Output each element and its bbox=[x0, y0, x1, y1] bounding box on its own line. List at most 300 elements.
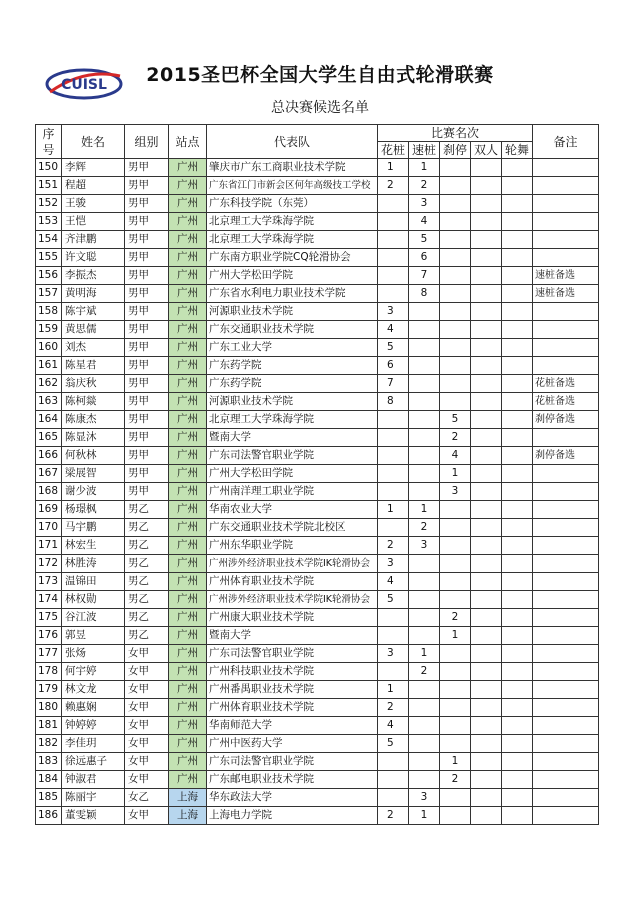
note-cell bbox=[533, 159, 599, 177]
table-row bbox=[36, 537, 599, 555]
rank-cell bbox=[440, 285, 471, 303]
rank-cell bbox=[409, 753, 440, 771]
row-number: 154 bbox=[36, 231, 62, 249]
rank-cell bbox=[502, 501, 533, 519]
row-number: 166 bbox=[36, 447, 62, 465]
rank-cell: 4 bbox=[378, 717, 409, 735]
group-cell: 男乙 bbox=[125, 573, 169, 591]
table-row bbox=[36, 195, 599, 213]
rank-cell bbox=[471, 501, 502, 519]
rank-cell bbox=[502, 177, 533, 195]
note-cell bbox=[533, 645, 599, 663]
col-note-header: 备注 bbox=[533, 125, 599, 159]
rank-cell bbox=[471, 609, 502, 627]
station-cell: 广州 bbox=[169, 357, 207, 375]
station-cell: 广州 bbox=[169, 627, 207, 645]
rank-cell bbox=[409, 429, 440, 447]
athlete-name: 齐津鹏 bbox=[62, 231, 125, 249]
rank-cell: 2 bbox=[440, 609, 471, 627]
row-number: 176 bbox=[36, 627, 62, 645]
table-row bbox=[36, 753, 599, 771]
group-cell: 女甲 bbox=[125, 681, 169, 699]
row-number: 165 bbox=[36, 429, 62, 447]
rank-cell bbox=[440, 663, 471, 681]
rank-cell bbox=[409, 447, 440, 465]
rank-cell: 2 bbox=[409, 663, 440, 681]
rank-cell bbox=[471, 159, 502, 177]
note-cell bbox=[533, 591, 599, 609]
group-cell: 男甲 bbox=[125, 303, 169, 321]
rank-cell bbox=[409, 609, 440, 627]
rank-cell bbox=[471, 627, 502, 645]
rank-cell: 5 bbox=[378, 339, 409, 357]
rank-cell bbox=[471, 519, 502, 537]
rank-cell bbox=[502, 213, 533, 231]
rank-cell bbox=[440, 537, 471, 555]
rank-cell bbox=[502, 303, 533, 321]
rank-cell bbox=[471, 663, 502, 681]
rank-cell bbox=[471, 321, 502, 339]
rank-cell bbox=[502, 447, 533, 465]
rank-cell bbox=[502, 321, 533, 339]
athlete-name: 杨璟枫 bbox=[62, 501, 125, 519]
rank-cell: 4 bbox=[378, 321, 409, 339]
table-row bbox=[36, 807, 599, 825]
rank-cell bbox=[440, 267, 471, 285]
rank-cell bbox=[409, 321, 440, 339]
station-cell: 广州 bbox=[169, 339, 207, 357]
rank-cell bbox=[378, 429, 409, 447]
team-cell: 广东省江门市新会区何年高级技工学校 bbox=[207, 177, 378, 195]
table-row bbox=[36, 609, 599, 627]
table-row bbox=[36, 411, 599, 429]
rank-cell bbox=[409, 627, 440, 645]
rank-cell bbox=[440, 717, 471, 735]
athlete-name: 郭昱 bbox=[62, 627, 125, 645]
group-cell: 男甲 bbox=[125, 231, 169, 249]
rank-cell bbox=[502, 573, 533, 591]
rank-cell bbox=[409, 411, 440, 429]
table-row bbox=[36, 519, 599, 537]
station-cell: 广州 bbox=[169, 699, 207, 717]
rank-cell bbox=[440, 303, 471, 321]
rank-cell bbox=[471, 303, 502, 321]
rank-cell bbox=[378, 213, 409, 231]
col-group-header: 组别 bbox=[125, 125, 169, 159]
table-row bbox=[36, 735, 599, 753]
athlete-name: 陈康杰 bbox=[62, 411, 125, 429]
rank-cell bbox=[378, 267, 409, 285]
note-cell bbox=[533, 663, 599, 681]
group-cell: 男甲 bbox=[125, 285, 169, 303]
group-cell: 女甲 bbox=[125, 735, 169, 753]
rank-cell bbox=[502, 375, 533, 393]
row-number: 180 bbox=[36, 699, 62, 717]
rank-cell: 4 bbox=[378, 573, 409, 591]
table-row bbox=[36, 213, 599, 231]
rank-cell: 3 bbox=[409, 195, 440, 213]
rank-cell bbox=[440, 699, 471, 717]
rank-cell bbox=[378, 447, 409, 465]
table-row bbox=[36, 627, 599, 645]
station-cell: 广州 bbox=[169, 591, 207, 609]
team-cell: 华东政法大学 bbox=[207, 789, 378, 807]
rank-cell bbox=[440, 231, 471, 249]
note-cell bbox=[533, 807, 599, 825]
group-cell: 男甲 bbox=[125, 483, 169, 501]
team-cell: 广州科技职业技术学院 bbox=[207, 663, 378, 681]
table-row bbox=[36, 393, 599, 411]
note-cell bbox=[533, 195, 599, 213]
team-cell: 广州大学松田学院 bbox=[207, 267, 378, 285]
row-number: 186 bbox=[36, 807, 62, 825]
rank-cell: 2 bbox=[440, 429, 471, 447]
table-row bbox=[36, 555, 599, 573]
page-title: 2015圣巴杯全国大学生自由式轮滑联赛 bbox=[146, 64, 494, 86]
row-number: 150 bbox=[36, 159, 62, 177]
rank-cell bbox=[440, 789, 471, 807]
station-cell: 广州 bbox=[169, 609, 207, 627]
athlete-name: 张炀 bbox=[62, 645, 125, 663]
row-number: 152 bbox=[36, 195, 62, 213]
col-name-header: 姓名 bbox=[62, 125, 125, 159]
rank-cell: 5 bbox=[440, 411, 471, 429]
athlete-name: 林胜涛 bbox=[62, 555, 125, 573]
station-cell: 广州 bbox=[169, 483, 207, 501]
table-row bbox=[36, 339, 599, 357]
rank-cell bbox=[502, 267, 533, 285]
athlete-name: 林文龙 bbox=[62, 681, 125, 699]
rank-cell bbox=[440, 681, 471, 699]
group-cell: 男甲 bbox=[125, 321, 169, 339]
rank-cell bbox=[378, 663, 409, 681]
rank-cell: 1 bbox=[440, 627, 471, 645]
rank-cell bbox=[471, 771, 502, 789]
row-number: 177 bbox=[36, 645, 62, 663]
station-cell: 广州 bbox=[169, 681, 207, 699]
row-number: 181 bbox=[36, 717, 62, 735]
rank-cell bbox=[471, 195, 502, 213]
rank-cell bbox=[471, 717, 502, 735]
station-cell: 广州 bbox=[169, 555, 207, 573]
athlete-name: 许文聪 bbox=[62, 249, 125, 267]
note-cell bbox=[533, 789, 599, 807]
rank-cell: 4 bbox=[409, 213, 440, 231]
team-cell: 广州体育职业技术学院 bbox=[207, 573, 378, 591]
table-row bbox=[36, 591, 599, 609]
athlete-name: 徐远惠子 bbox=[62, 753, 125, 771]
station-cell: 广州 bbox=[169, 195, 207, 213]
rank-cell: 3 bbox=[378, 555, 409, 573]
rank-cell bbox=[409, 303, 440, 321]
rank-cell bbox=[378, 195, 409, 213]
rank-cell bbox=[409, 465, 440, 483]
rank-cell bbox=[378, 483, 409, 501]
note-cell bbox=[533, 321, 599, 339]
rank-cell bbox=[502, 465, 533, 483]
rank-cell bbox=[409, 339, 440, 357]
rank-cell: 3 bbox=[378, 645, 409, 663]
note-cell bbox=[533, 609, 599, 627]
table-row bbox=[36, 789, 599, 807]
group-cell: 男甲 bbox=[125, 213, 169, 231]
rank-cell bbox=[378, 789, 409, 807]
rank-cell: 2 bbox=[378, 537, 409, 555]
team-cell: 广州中医药大学 bbox=[207, 735, 378, 753]
col-event-dance: 轮舞 bbox=[502, 142, 533, 159]
athlete-name: 黄明海 bbox=[62, 285, 125, 303]
rank-cell: 2 bbox=[409, 519, 440, 537]
rank-cell bbox=[409, 555, 440, 573]
table-row bbox=[36, 177, 599, 195]
athlete-name: 林权勋 bbox=[62, 591, 125, 609]
station-cell: 广州 bbox=[169, 321, 207, 339]
rank-cell bbox=[502, 789, 533, 807]
group-cell: 男甲 bbox=[125, 393, 169, 411]
rank-cell bbox=[378, 411, 409, 429]
group-cell: 男甲 bbox=[125, 195, 169, 213]
row-number: 174 bbox=[36, 591, 62, 609]
team-cell: 广州涉外经济职业技术学院IK轮滑协会 bbox=[207, 591, 378, 609]
row-number: 184 bbox=[36, 771, 62, 789]
rank-cell bbox=[471, 681, 502, 699]
table-row bbox=[36, 375, 599, 393]
athlete-name: 王恺 bbox=[62, 213, 125, 231]
table-row bbox=[36, 465, 599, 483]
station-cell: 广州 bbox=[169, 285, 207, 303]
station-cell: 广州 bbox=[169, 447, 207, 465]
rank-cell: 3 bbox=[440, 483, 471, 501]
group-cell: 男甲 bbox=[125, 177, 169, 195]
rank-cell bbox=[471, 789, 502, 807]
table-row bbox=[36, 249, 599, 267]
rank-cell bbox=[471, 357, 502, 375]
row-number: 168 bbox=[36, 483, 62, 501]
team-cell: 广州涉外经济职业技术学院IK轮滑协会 bbox=[207, 555, 378, 573]
row-number: 182 bbox=[36, 735, 62, 753]
group-cell: 女甲 bbox=[125, 753, 169, 771]
note-cell bbox=[533, 501, 599, 519]
rank-cell bbox=[440, 573, 471, 591]
row-number: 163 bbox=[36, 393, 62, 411]
row-number: 170 bbox=[36, 519, 62, 537]
team-cell: 广东药学院 bbox=[207, 375, 378, 393]
rank-cell bbox=[471, 573, 502, 591]
rank-cell bbox=[440, 591, 471, 609]
team-cell: 广东科技学院（东莞） bbox=[207, 195, 378, 213]
athlete-name: 李佳玥 bbox=[62, 735, 125, 753]
group-cell: 男甲 bbox=[125, 465, 169, 483]
rank-cell: 1 bbox=[409, 807, 440, 825]
col-event-flower: 花桩 bbox=[378, 142, 409, 159]
rank-cell: 8 bbox=[409, 285, 440, 303]
rank-cell: 5 bbox=[378, 735, 409, 753]
note-cell bbox=[533, 357, 599, 375]
page-subtitle: 总决赛候选名单 bbox=[271, 100, 369, 116]
rank-cell bbox=[440, 339, 471, 357]
athlete-name: 陈丽宇 bbox=[62, 789, 125, 807]
row-number: 155 bbox=[36, 249, 62, 267]
rank-cell: 2 bbox=[440, 771, 471, 789]
station-cell: 广州 bbox=[169, 375, 207, 393]
group-cell: 男乙 bbox=[125, 555, 169, 573]
col-events-header: 比赛名次 bbox=[378, 125, 533, 142]
rank-cell bbox=[471, 699, 502, 717]
athlete-name: 王骏 bbox=[62, 195, 125, 213]
table-body bbox=[36, 159, 599, 825]
row-number: 156 bbox=[36, 267, 62, 285]
note-cell bbox=[533, 483, 599, 501]
group-cell: 男甲 bbox=[125, 267, 169, 285]
station-cell: 广州 bbox=[169, 411, 207, 429]
rank-cell: 5 bbox=[378, 591, 409, 609]
athlete-name: 林宏生 bbox=[62, 537, 125, 555]
rank-cell bbox=[502, 429, 533, 447]
group-cell: 男乙 bbox=[125, 627, 169, 645]
station-cell: 广州 bbox=[169, 537, 207, 555]
rank-cell bbox=[378, 753, 409, 771]
group-cell: 女甲 bbox=[125, 807, 169, 825]
table-row bbox=[36, 483, 599, 501]
team-cell: 北京理工大学珠海学院 bbox=[207, 213, 378, 231]
row-number: 162 bbox=[36, 375, 62, 393]
rank-cell bbox=[471, 537, 502, 555]
col-seq-line2: 号 bbox=[42, 142, 55, 157]
group-cell: 男乙 bbox=[125, 591, 169, 609]
rank-cell bbox=[409, 591, 440, 609]
athlete-name: 陈显沐 bbox=[62, 429, 125, 447]
team-cell: 上海电力学院 bbox=[207, 807, 378, 825]
rank-cell: 1 bbox=[409, 159, 440, 177]
rank-cell bbox=[471, 285, 502, 303]
rank-cell bbox=[471, 411, 502, 429]
group-cell: 男乙 bbox=[125, 519, 169, 537]
rank-cell bbox=[378, 771, 409, 789]
athlete-name: 马宇鹏 bbox=[62, 519, 125, 537]
note-cell: 速桩备选 bbox=[533, 267, 599, 285]
note-cell: 刹停备选 bbox=[533, 447, 599, 465]
athlete-name: 李辉 bbox=[62, 159, 125, 177]
rank-cell bbox=[409, 771, 440, 789]
col-event-brake: 刹停 bbox=[440, 142, 471, 159]
rank-cell bbox=[409, 483, 440, 501]
group-cell: 男乙 bbox=[125, 501, 169, 519]
rank-cell bbox=[378, 249, 409, 267]
rank-cell bbox=[502, 699, 533, 717]
rank-cell bbox=[440, 555, 471, 573]
athlete-name: 黄思儒 bbox=[62, 321, 125, 339]
note-cell: 花桩备选 bbox=[533, 375, 599, 393]
table-row bbox=[36, 285, 599, 303]
rank-cell bbox=[440, 393, 471, 411]
rank-cell: 5 bbox=[409, 231, 440, 249]
group-cell: 男甲 bbox=[125, 411, 169, 429]
rank-cell bbox=[378, 627, 409, 645]
rank-cell bbox=[378, 519, 409, 537]
row-number: 158 bbox=[36, 303, 62, 321]
rank-cell bbox=[440, 357, 471, 375]
group-cell: 男乙 bbox=[125, 537, 169, 555]
table-row bbox=[36, 159, 599, 177]
table-row bbox=[36, 447, 599, 465]
table-row bbox=[36, 321, 599, 339]
athlete-name: 董雯颖 bbox=[62, 807, 125, 825]
station-cell: 广州 bbox=[169, 429, 207, 447]
athlete-name: 陈柯燚 bbox=[62, 393, 125, 411]
rank-cell bbox=[440, 213, 471, 231]
station-cell: 广州 bbox=[169, 501, 207, 519]
team-cell: 广东司法警官职业学院 bbox=[207, 645, 378, 663]
rank-cell bbox=[502, 555, 533, 573]
rank-cell bbox=[471, 465, 502, 483]
note-cell: 速桩备选 bbox=[533, 285, 599, 303]
rank-cell bbox=[502, 681, 533, 699]
rank-cell bbox=[502, 393, 533, 411]
note-cell bbox=[533, 771, 599, 789]
rank-cell: 6 bbox=[378, 357, 409, 375]
note-cell bbox=[533, 537, 599, 555]
note-cell bbox=[533, 303, 599, 321]
rank-cell bbox=[471, 645, 502, 663]
station-cell: 广州 bbox=[169, 645, 207, 663]
rank-cell: 1 bbox=[378, 159, 409, 177]
station-cell: 广州 bbox=[169, 177, 207, 195]
note-cell bbox=[533, 573, 599, 591]
station-cell: 广州 bbox=[169, 213, 207, 231]
table-row bbox=[36, 231, 599, 249]
row-number: 153 bbox=[36, 213, 62, 231]
rank-cell: 2 bbox=[409, 177, 440, 195]
rank-cell bbox=[440, 501, 471, 519]
team-cell: 广州康大职业技术学院 bbox=[207, 609, 378, 627]
team-cell: 广州体育职业技术学院 bbox=[207, 699, 378, 717]
note-cell bbox=[533, 753, 599, 771]
rank-cell bbox=[471, 555, 502, 573]
group-cell: 男甲 bbox=[125, 159, 169, 177]
rank-cell bbox=[378, 285, 409, 303]
logo-text: CUISL bbox=[61, 77, 107, 93]
rank-cell bbox=[502, 231, 533, 249]
row-number: 151 bbox=[36, 177, 62, 195]
group-cell: 女甲 bbox=[125, 645, 169, 663]
rank-cell bbox=[440, 375, 471, 393]
rank-cell bbox=[409, 735, 440, 753]
team-cell: 河源职业技术学院 bbox=[207, 303, 378, 321]
station-cell: 上海 bbox=[169, 807, 207, 825]
athlete-name: 钟婷婷 bbox=[62, 717, 125, 735]
station-cell: 广州 bbox=[169, 753, 207, 771]
rank-cell bbox=[502, 609, 533, 627]
row-number: 169 bbox=[36, 501, 62, 519]
group-cell: 女甲 bbox=[125, 771, 169, 789]
rank-cell bbox=[440, 177, 471, 195]
table-row bbox=[36, 303, 599, 321]
table-row bbox=[36, 717, 599, 735]
athlete-name: 翁庆秋 bbox=[62, 375, 125, 393]
note-cell: 花桩备选 bbox=[533, 393, 599, 411]
rank-cell: 7 bbox=[378, 375, 409, 393]
note-cell bbox=[533, 429, 599, 447]
note-cell bbox=[533, 213, 599, 231]
team-cell: 广东工业大学 bbox=[207, 339, 378, 357]
station-cell: 广州 bbox=[169, 231, 207, 249]
rank-cell bbox=[471, 339, 502, 357]
note-cell bbox=[533, 681, 599, 699]
rank-cell bbox=[471, 735, 502, 753]
station-cell: 广州 bbox=[169, 663, 207, 681]
rank-cell bbox=[502, 339, 533, 357]
rank-cell: 1 bbox=[409, 501, 440, 519]
